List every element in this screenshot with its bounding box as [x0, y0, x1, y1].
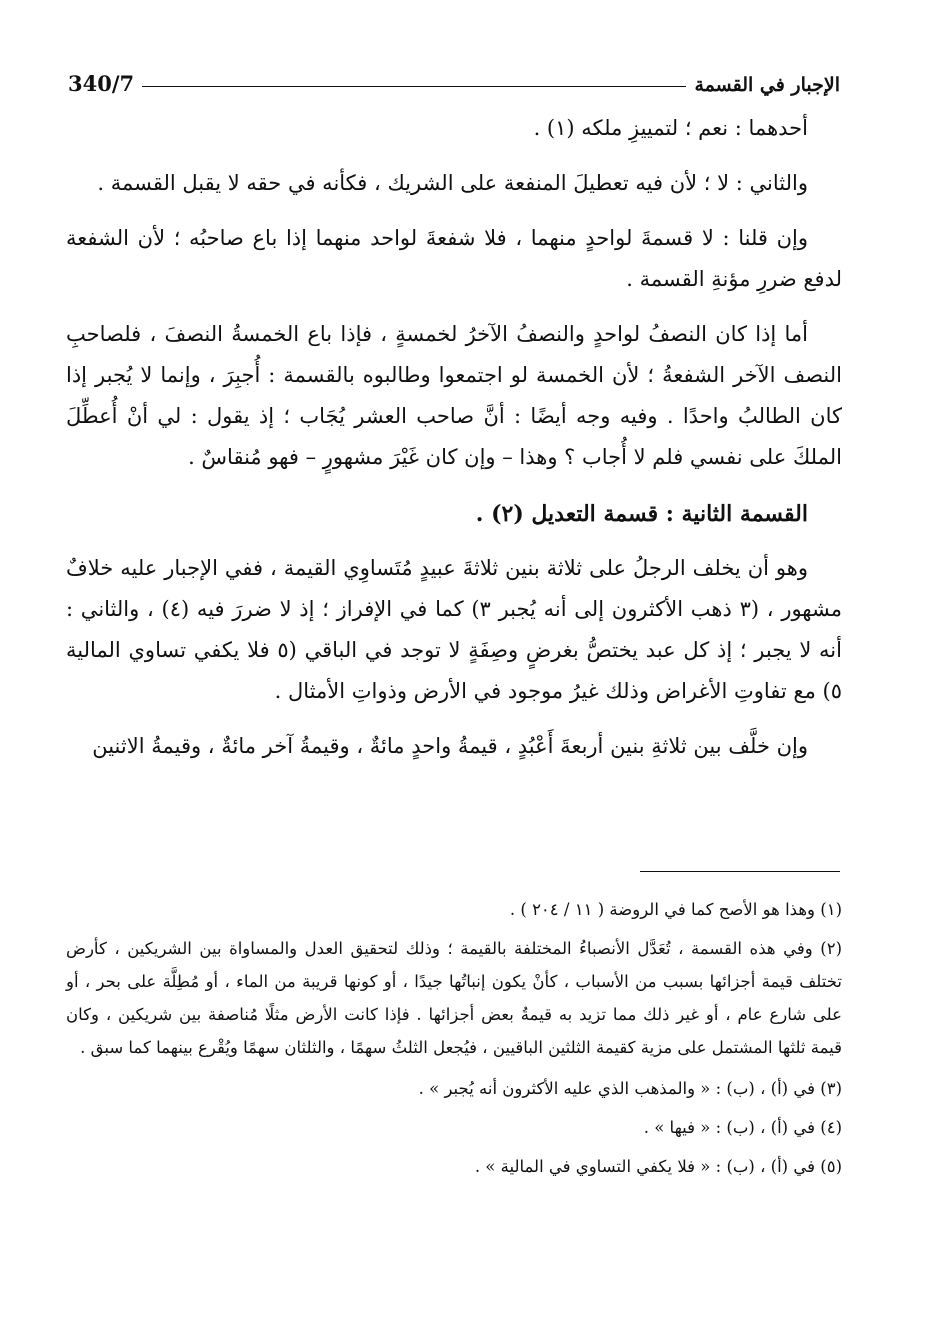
section-heading: القسمة الثانية : قسمة التعديل (٢) . — [475, 501, 808, 527]
paragraph-4: أما إذا كان النصفُ لواحدٍ والنصفُ الآخرُ لخمسةٍ ، فإذا باع الخمسةُ النصفَ ، فلصاحبِ النصف الآخر الشفعةُ ؛ لأن الخمسة لو اجتمعوا وطالبوه بالقسمة : أُجبِرَ ، وإنما لا يُجبر إذا كان الطالبُ واحدًا . وفيه وجه أيضًا : أنَّ صاحب العشر يُجَاب ؛ إذ يقول : لي أنْ أُعطِّلَ الملكَ على نفسي فلم لا أُجاب ؟ وهذا – وإن كان غَيْرَ مشهورٍ – فهو مُنقاسٌ . — [66, 322, 842, 469]
header-rule — [142, 86, 686, 87]
footnote-2: (٢) وفي هذه القسمة ، تُعَدَّل الأنصباءُ المختلفة بالقيمة ؛ وذلك لتحقيق العدل والمساواة بين الشريكين ، كأرض تختلف قيمة أجزائها بسبب من الأسباب ، كأنْ يكون إنباتُها جيدًا ، أو كونها قريبة من الماء ، أو مُطِلَّة على بحر ، أو على شارع عام ، أو غير ذلك مما تزيد به قيمةُ بعض أجزائها . فإذا كانت الأرض مثلًا مُناصفة بين شريكين ، وكان قيمة ثلثها المشتمل على مزية كقيمة الثلثين الباقيين ، فيُجعل الثلثُ سهمًا ، والثلثان سهمًا ويُقْرع بينهما كما سبق . — [66, 939, 842, 1057]
footnote-1: (١) وهذا هو الأصح كما في الروضة ( ١١ / ٢٠٤ ) . — [509, 900, 842, 919]
running-title: الإجبار في القسمة — [694, 74, 840, 96]
footnote-3: (٣) في (أ) ، (ب) : « والمذهب الذي عليه الأكثرون أنه يُجبر » . — [418, 1079, 842, 1098]
footnote-5: (٥) في (أ) ، (ب) : « فلا يكفي التساوي في المالية » . — [474, 1157, 842, 1176]
footnotes — [66, 893, 842, 1189]
footnote-separator — [640, 871, 840, 872]
page-header — [68, 56, 840, 96]
paragraph-3: وإن قلنا : لا قسمةَ لواحدٍ منهما ، فلا شفعةَ لواحد منهما إذا باع صاحبُه ؛ لأن الشفعة لدفع ضررِ مؤنةِ القسمة . — [66, 226, 842, 291]
paragraph-5: وهو أن يخلف الرجلُ على ثلاثة بنين ثلاثةَ عبيدٍ مُتَساوِي القيمة ، ففي الإجبار عليه خلافٌ مشهور ، (٣ ذهب الأكثرون إلى أنه يُجبر ٣) كما في الإفراز ؛ إذ لا ضررَ فيه (٤) ، والثاني : أنه لا يجبر ؛ إذ كل عبد يختصُّ بغرضٍ وصِفَةٍ لا توجد في الباقي (٥ فلا يكفي تساوي المالية ٥) مع تفاوتِ الأغراض وذلك غيرُ موجود في الأرض وذواتِ الأمثال . — [66, 556, 842, 703]
footnote-4: (٤) في (أ) ، (ب) : « فيها » . — [643, 1118, 842, 1137]
paragraph-2: والثاني : لا ؛ لأن فيه تعطيلَ المنفعة على الشريك ، فكأنه في حقه لا يقبل القسمة . — [97, 171, 808, 195]
page-number: 340/7 — [68, 71, 135, 96]
main-text — [66, 108, 842, 781]
paragraph-1: أحدهما : نعم ؛ لتمييزِ ملكه (١) . — [533, 116, 808, 140]
paragraph-6: وإن خلَّف بين ثلاثةِ بنين أربعةَ أَعْبُدٍ ، قيمةُ واحدٍ مائةٌ ، وقيمةُ آخر مائةٌ ، وقيمةُ الاثنين — [92, 734, 808, 758]
